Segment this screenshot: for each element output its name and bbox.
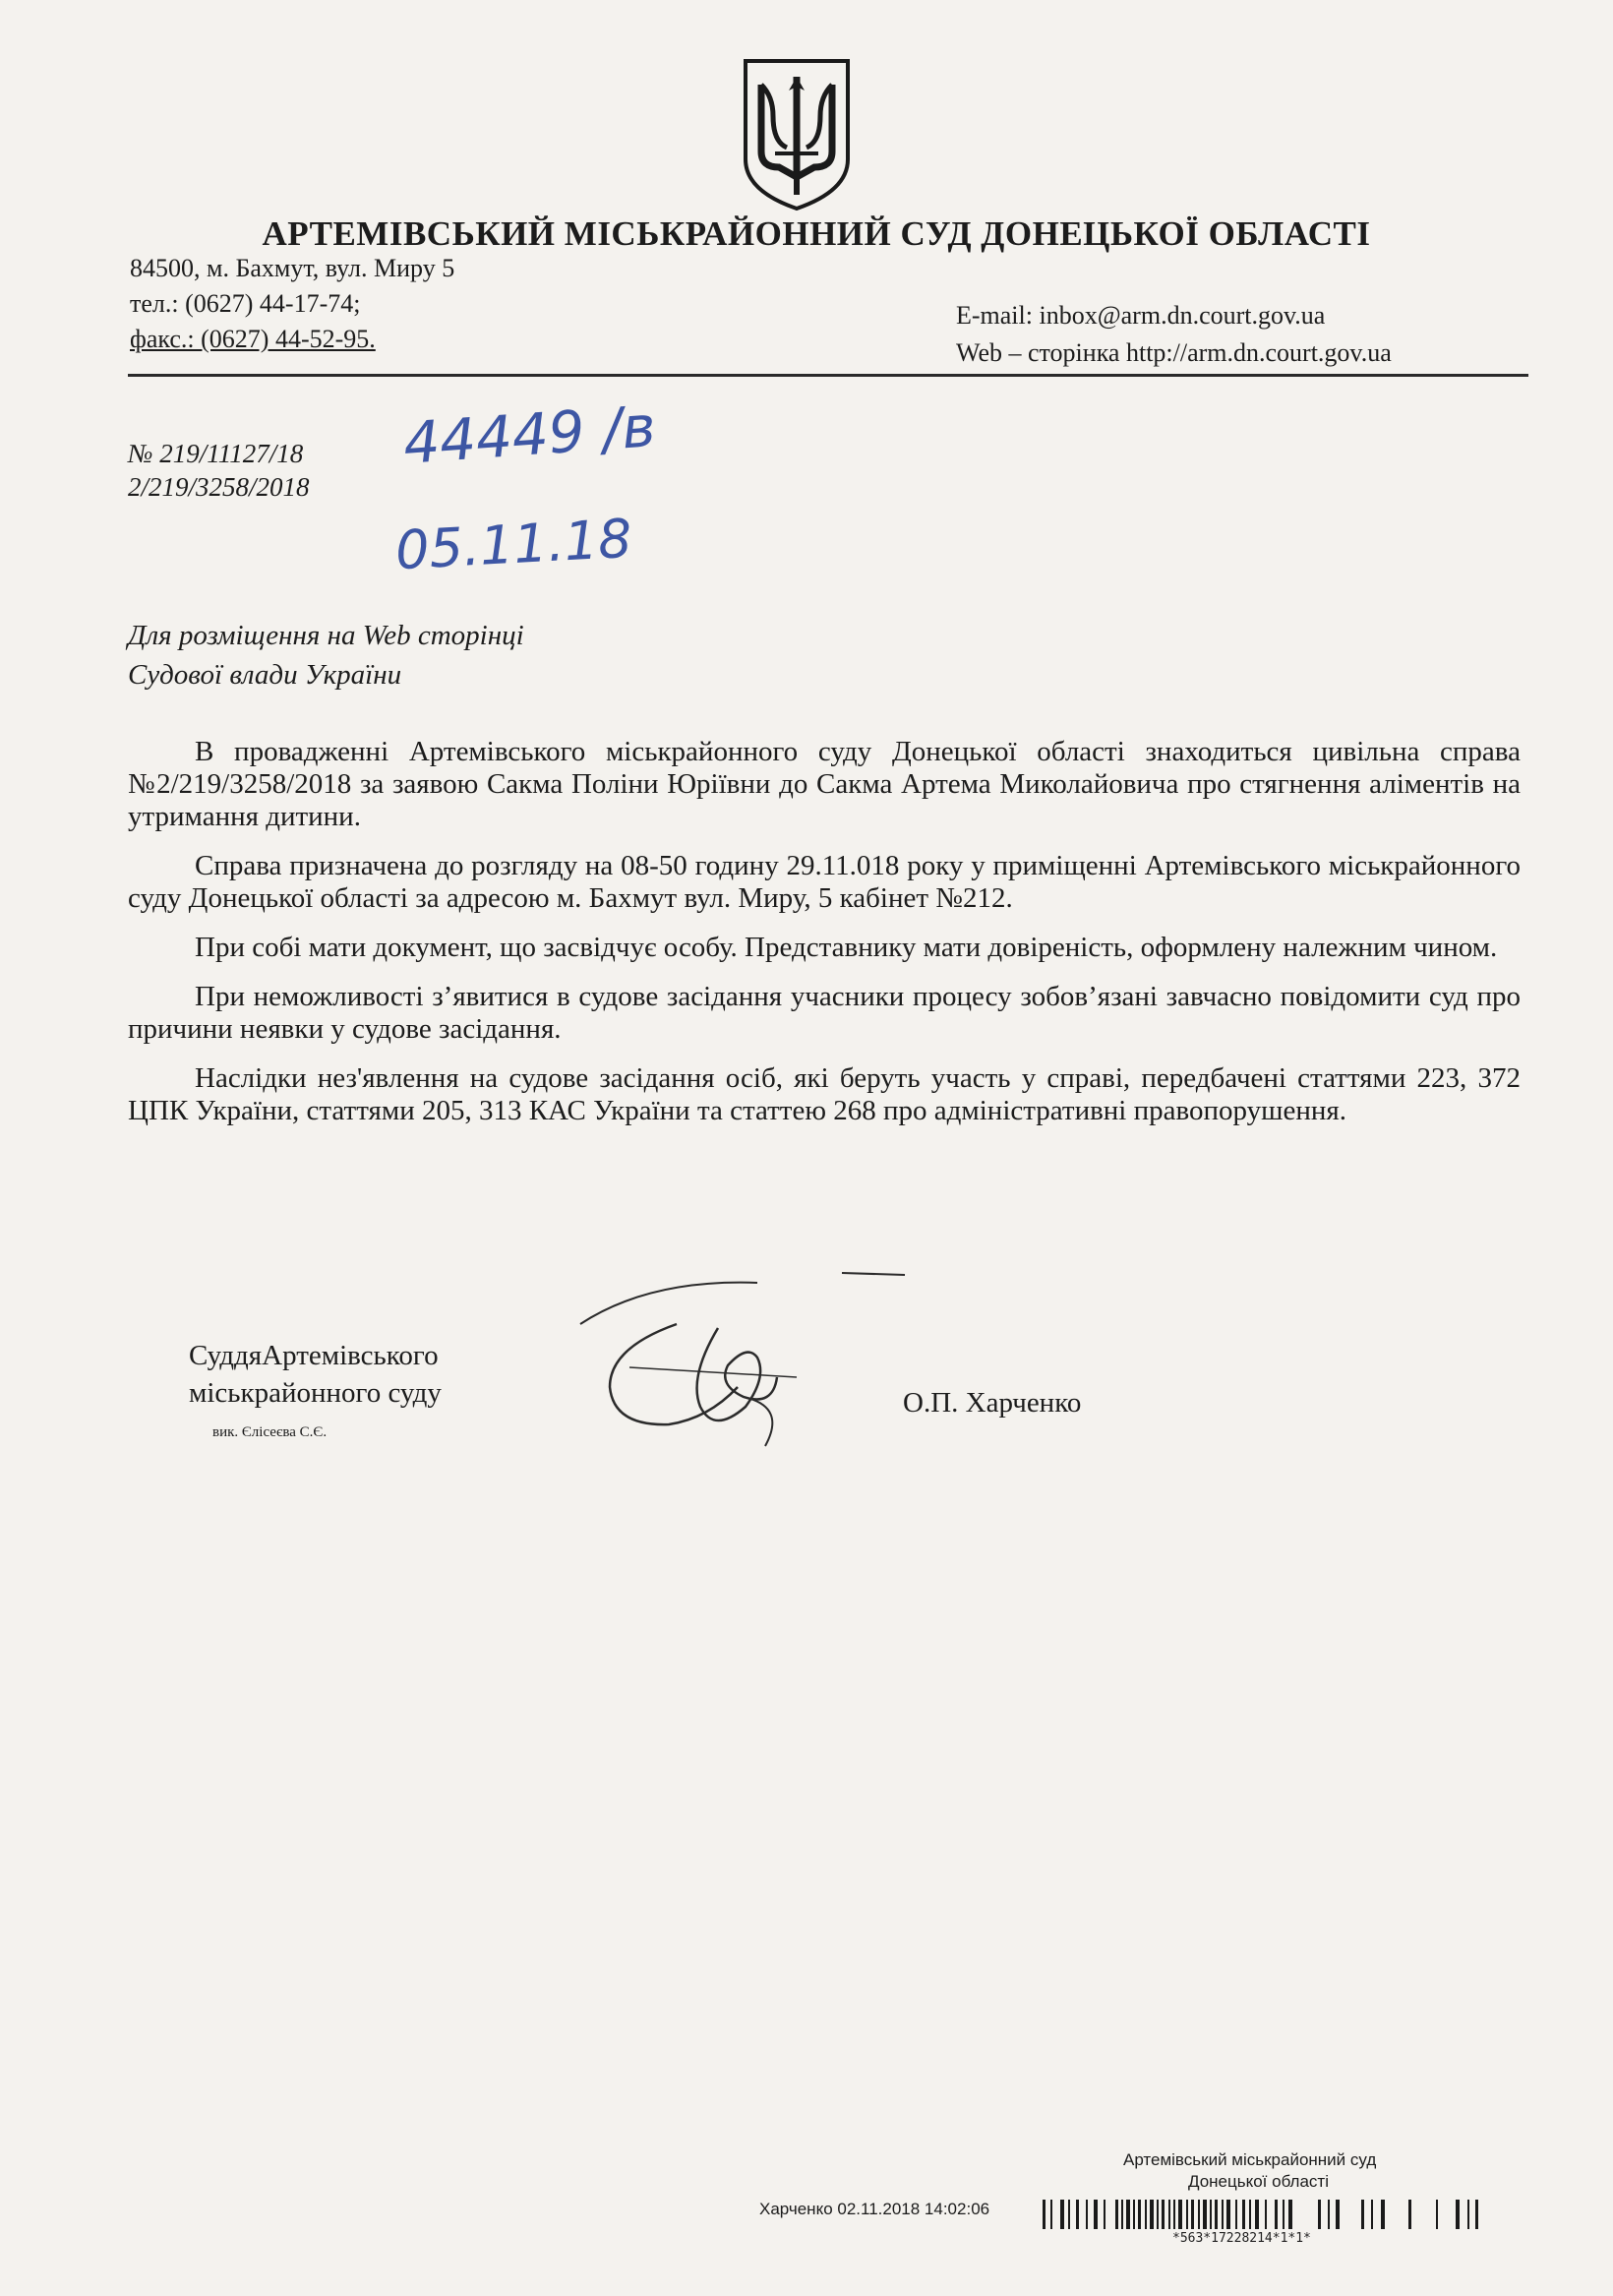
court-phone: тел.: (0627) 44-17-74; bbox=[130, 289, 361, 318]
barcode-icon bbox=[1043, 2196, 1505, 2231]
judge-title-line-2: міськрайонного суду bbox=[189, 1377, 442, 1409]
stamp-court-line-2: Донецької області bbox=[1188, 2172, 1329, 2191]
notice-body bbox=[128, 736, 1521, 1144]
judge-name: О.П. Харченко bbox=[903, 1387, 1082, 1419]
judge-title-line-1: СуддяАртемівського bbox=[189, 1340, 439, 1371]
barcode-number: *563*17228214*1*1* bbox=[1172, 2231, 1311, 2246]
recipient-line-2: Судової влади України bbox=[128, 659, 402, 691]
handwritten-registration-date: 05.11.18 bbox=[393, 507, 633, 582]
executor-note: вик. Єлісеєва С.Є. bbox=[212, 1424, 328, 1440]
body-paragraph: В провадженні Артемівського міськрайонного суду Донецької області знаходиться цивільна справа №2/219/3258/2018 за заявою Сакма Поліни Юріївни до Сакма Артема Миколайовича про стягнення аліментів на утримання дитини. bbox=[128, 736, 1521, 832]
court-fax: факс.: (0627) 44-52-95. bbox=[130, 325, 376, 353]
body-paragraph: При неможливості з’явитися в судове засідання учасники процесу зобов’язані завчасно повідомити суд про причини неявки у судове засідання. bbox=[128, 981, 1521, 1045]
trident-emblem-icon bbox=[740, 57, 854, 212]
handwritten-registration-number: 44449 /в bbox=[400, 393, 658, 477]
stamp-court-line-1: Артемівський міськрайонний суд bbox=[1123, 2150, 1377, 2169]
court-email: E-mail: inbox@arm.dn.court.gov.ua bbox=[956, 301, 1326, 330]
court-address: 84500, м. Бахмут, вул. Миру 5 bbox=[130, 254, 455, 282]
court-website: Web – сторінка http://arm.dn.court.gov.ua bbox=[956, 338, 1392, 367]
case-number: 2/219/3258/2018 bbox=[128, 472, 310, 502]
court-name-heading: АРТЕМІВСЬКИЙ МІСЬКРАЙОННИЙ СУД ДОНЕЦЬКОЇ ОБЛАСТІ bbox=[262, 214, 1371, 253]
body-paragraph: Наслідки нез'явлення на судове засідання осіб, які беруть участь у справі, передбачені статтями 223, 372 ЦПК України, статтями 205, 313 КАС України та статтею 268 про адміністративні правопорушення. bbox=[128, 1062, 1521, 1126]
recipient-line-1: Для розміщення на Web сторінці bbox=[128, 620, 524, 651]
body-paragraph: Справа призначена до розгляду на 08-50 годину 29.11.018 року у приміщенні Артемівського міськрайонного суду Донецької області за адресою м. Бахмут вул. Миру, 5 кабінет №212. bbox=[128, 850, 1521, 914]
header-divider bbox=[128, 374, 1528, 377]
body-paragraph: При собі мати документ, що засвідчує особу. Представнику мати довіреність, оформлену належним чином. bbox=[195, 932, 1498, 963]
registration-stamp: Харченко 02.11.2018 14:02:06 bbox=[759, 2200, 990, 2218]
outgoing-number: № 219/11127/18 bbox=[128, 439, 304, 468]
handwritten-signature bbox=[570, 1259, 925, 1456]
